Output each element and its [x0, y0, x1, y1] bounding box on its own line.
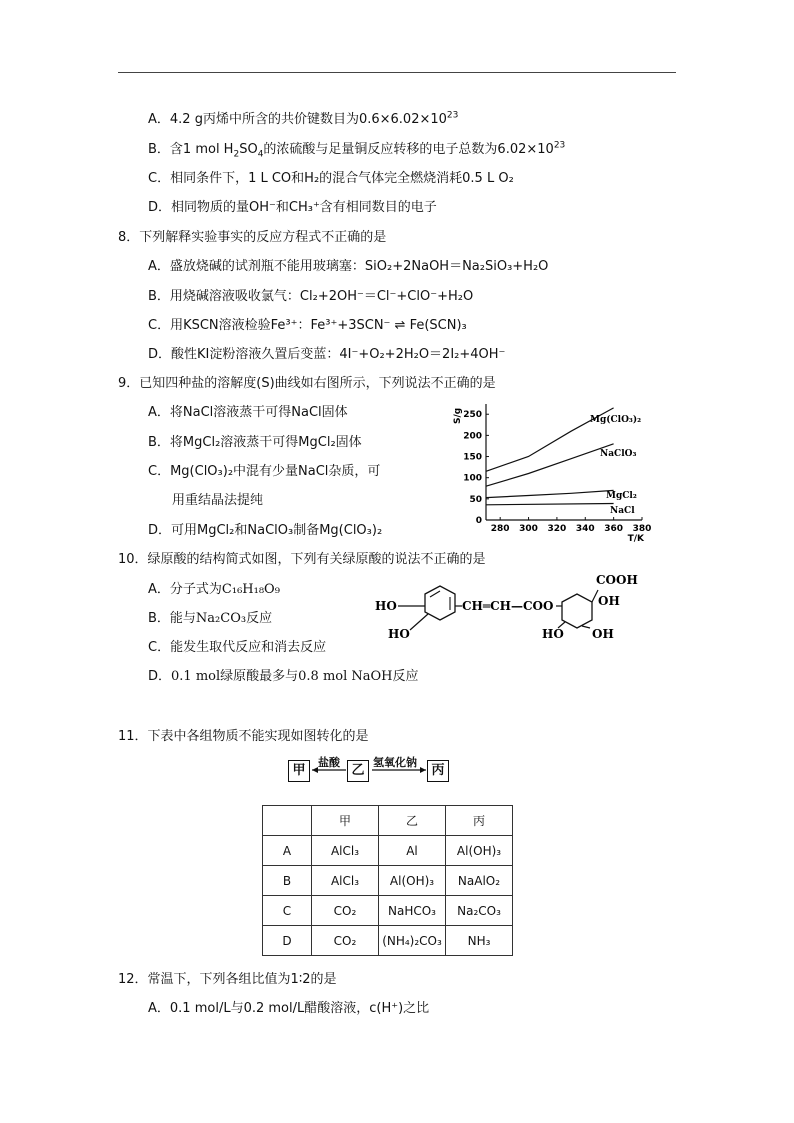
q9-option-b: B．将MgCl₂溶液蒸干可得MgCl₂固体	[148, 435, 362, 450]
label-chain: CH═CH—COO	[462, 599, 554, 613]
table-cell: (NH₄)₂CO₃	[379, 926, 446, 956]
x-tick-label: 380	[632, 524, 652, 534]
table-cell: CO₂	[312, 926, 379, 956]
series-line	[486, 490, 614, 497]
label-ho-top: HO	[375, 599, 397, 613]
box-yi: 乙	[347, 760, 369, 782]
q10-stem: 10．绿原酸的结构简式如图，下列有关绿原酸的说法不正确的是	[118, 552, 486, 567]
x-tick-label: 280	[490, 524, 510, 534]
y-tick-label: 150	[463, 452, 482, 463]
label-cooh: COOH	[596, 573, 638, 587]
table-cell: AlCl₃	[312, 866, 379, 896]
table-cell: Al(OH)₃	[446, 836, 513, 866]
label-ho-ring: HO	[542, 627, 564, 641]
y-tick-label: 250	[463, 410, 482, 421]
table-row	[263, 866, 513, 896]
q8-option-a: A．盛放烧碱的试剂瓶不能用玻璃塞：SiO₂+2NaOH＝Na₂SiO₃+H₂O	[148, 259, 549, 274]
y-tick-label: 100	[463, 473, 482, 484]
table-cell: NH₃	[446, 926, 513, 956]
q10-option-c: C．能发生取代反应和消去反应	[148, 640, 327, 655]
q7-option-d: D．相同物质的量OH⁻和CH₃⁺含有相同数目的电子	[148, 200, 437, 215]
x-tick-label: 340	[575, 524, 595, 534]
table-cell: A	[263, 836, 312, 866]
series-label: NaCl	[610, 506, 635, 516]
q11-table	[262, 805, 513, 956]
y-tick-label: 50	[469, 494, 482, 505]
q9-stem: 9．已知四种盐的溶解度(S)曲线如右图所示，下列说法不正确的是	[118, 376, 496, 391]
table-row	[263, 836, 513, 866]
header-rule	[118, 72, 676, 73]
table-cell: NaAlO₂	[446, 866, 513, 896]
label-naoh: 氢氧化钠	[373, 756, 417, 769]
label-hcl: 盐酸	[318, 756, 340, 769]
table-cell: AlCl₃	[312, 836, 379, 866]
q12-option-a: A．0.1 mol/L与0.2 mol/L醋酸溶液，c(H⁺)之比	[148, 1001, 430, 1016]
q9-option-a: A．将NaCl溶液蒸干可得NaCl固体	[148, 405, 348, 420]
label-ho-bottom: HO	[388, 627, 410, 641]
series-line	[486, 504, 614, 505]
chlorogenic-acid-structure	[370, 568, 650, 648]
q7-option-a: A．4.2 g丙烯中所含的共价键数目为$0.6\times 6.02\times 10^{23}$	[148, 110, 459, 127]
q11-stem: 11．下表中各组物质不能实现如图转化的是	[118, 729, 369, 744]
x-tick-label: 300	[519, 524, 538, 534]
y-tick-label: 200	[463, 431, 482, 442]
x-tick-label: 360	[604, 524, 624, 534]
table-header-cell: 甲	[312, 806, 379, 836]
series-label: Mg(ClO₃)₂	[590, 415, 642, 425]
table-cell: C	[263, 896, 312, 926]
table-header-cell: 乙	[379, 806, 446, 836]
table-header-cell	[263, 806, 312, 836]
q9-option-c-cont: 用重结晶法提纯	[172, 493, 264, 508]
q10-option-a: A．分子式为C₁₆H₁₈O₉	[148, 582, 280, 597]
x-axis-label: T/K	[627, 534, 644, 544]
table-header-row	[263, 806, 513, 836]
table-row	[263, 896, 513, 926]
table-cell: NaHCO₃	[379, 896, 446, 926]
label-oh-right: OH	[598, 594, 620, 608]
q8-option-d: D．酸性KI淀粉溶液久置后变蓝：4I⁻+O₂+2H₂O＝2I₂+4OH⁻	[148, 347, 506, 362]
table-row	[263, 926, 513, 956]
q8-stem: 8．下列解释实验事实的反应方程式不正确的是	[118, 230, 387, 245]
y-tick-label: 0	[475, 516, 482, 526]
series-label: NaClO₃	[600, 449, 637, 459]
q10-option-b: B．能与Na₂CO₃反应	[148, 611, 273, 626]
q9-option-d: D．可用MgCl₂和NaClO₃制备Mg(ClO₃)₂	[148, 523, 383, 538]
q8-option-b: B．用烧碱溶液吸收氯气：Cl₂+2OH⁻＝Cl⁻+ClO⁻+H₂O	[148, 289, 474, 304]
q7-option-c: C．相同条件下，1 L CO和H₂的混合气体完全燃烧消耗0.5 L O₂	[148, 171, 514, 186]
table-cell: Al(OH)₃	[379, 866, 446, 896]
table-cell: D	[263, 926, 312, 956]
q12-stem: 12．常温下，下列各组比值为1∶2的是	[118, 972, 337, 987]
label-oh-ring: OH	[592, 627, 614, 641]
table-cell: Na₂CO₃	[446, 896, 513, 926]
y-axis-label: S/g	[453, 407, 463, 424]
table-cell: CO₂	[312, 896, 379, 926]
table-header-cell: 丙	[446, 806, 513, 836]
table-cell: B	[263, 866, 312, 896]
table-cell: Al	[379, 836, 446, 866]
solubility-chart	[440, 392, 660, 548]
box-jia: 甲	[288, 760, 310, 782]
q8-option-c: C．用KSCN溶液检验Fe³⁺：Fe³⁺+3SCN⁻ ⇌ Fe(SCN)₃	[148, 318, 467, 333]
q7-option-b: B．含1 mol $H_2SO_4$的浓硫酸与足量铜反应转移的电子总数为$6.02\times 10^{23}$	[148, 140, 566, 160]
box-bing: 丙	[427, 760, 449, 782]
q10-option-d: D．0.1 mol绿原酸最多与0.8 mol NaOH反应	[148, 669, 419, 684]
conversion-arrows	[310, 762, 430, 782]
q9-option-c: C．Mg(ClO₃)₂中混有少量NaCl杂质，可	[148, 464, 381, 479]
series-label: MgCl₂	[606, 491, 637, 501]
x-tick-label: 320	[547, 524, 567, 534]
